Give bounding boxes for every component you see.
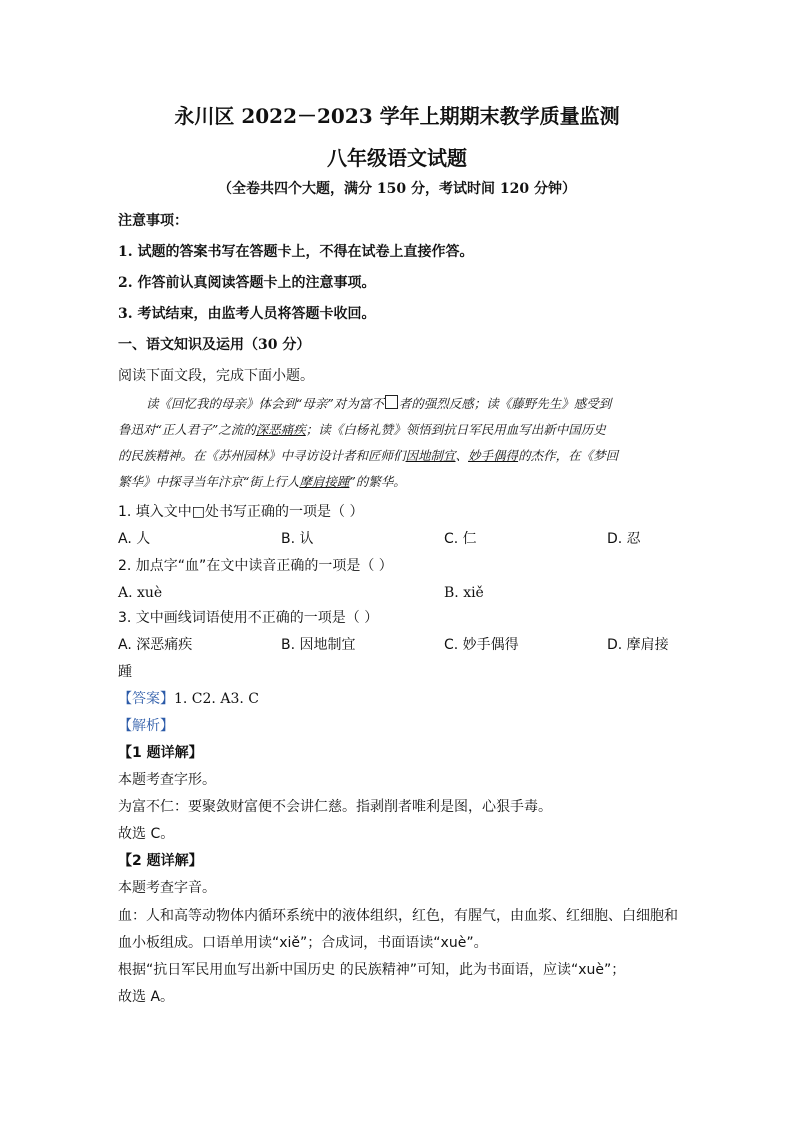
option-d-wrap: 踵 [118,664,132,680]
underlined-term: 摩肩接踵 [299,474,350,489]
analysis-label: 【解析】 [118,718,174,734]
detail-line: 本题考查字音。 [118,880,216,896]
detail-line: 本题考查字形。 [118,772,216,788]
detail-line: 故选 C。 [118,826,175,842]
detail-line: 血：人和高等动物体内循环系统中的液体组织，红色，有腥气，由血浆、红细胞、白细胞和 [118,908,678,924]
exam-note: （全卷共四个大题，满分 150 分，考试时间 120 分钟） [218,181,576,197]
option-c: C. 仁 [444,531,477,547]
blank-box [385,395,398,409]
option-a: A. xuè [118,585,163,601]
passage-text: 者的强烈反感；读《藤野先生》感受到 [398,396,612,411]
passage-line [118,472,678,492]
option-b: B. 认 [281,531,314,547]
detail-heading: 【1 题详解】 [118,745,203,761]
passage-text: 读《回忆我的母亲》体会到“母亲”对为富不 [146,396,384,411]
notice-item: 3. 考试结束，由监考人员将答题卡收回。 [118,306,376,322]
question-stem: 3. 文中画线词语使用不正确的一项是（ ） [118,610,379,626]
option-b: B. 因地制宜 [281,637,356,653]
detail-line: 血小板组成。口语单用读“xiě”；合成词，书面语读“xuè”。 [118,935,488,951]
answer-line [118,689,259,710]
passage-line [118,446,678,466]
detail-heading: 【2 题详解】 [118,853,203,869]
passage-text: ”的繁华。 [349,474,406,489]
detail-line: 为富不仁：要聚敛财富便不会讲仁慈。指剥削者唯利是图，心狠手毒。 [118,799,552,815]
option-c: C. 妙手偶得 [444,637,519,653]
notice-heading: 注意事项： [118,213,188,229]
section-heading: 一、语文知识及运用（30 分） [118,337,311,353]
detail-line: 故选 A。 [118,989,175,1005]
underlined-term: 因地制宜 [405,448,456,463]
detail-line: 根据“抗日军民用血写出新中国历史 的民族精神”可知，此为书面语，应读“xuè”； [118,962,626,978]
answer-text: 1. C2. A3. C [174,691,259,707]
question-stem: 2. 加点字“血”在文中读音正确的一项是（ ） [118,558,393,574]
passage-text: 的民族精神。在《苏州园林》中寻访设计者和匠师们 [118,448,406,463]
option-b: B. xiě [444,585,484,601]
question-stem: 1. 填入文中□处书写正确的一项是（ ） [118,504,364,520]
passage-line [118,420,678,440]
notice-item: 1. 试题的答案书写在答题卡上，不得在试卷上直接作答。 [118,244,474,260]
exam-subtitle: 八年级语文试题 [327,146,467,170]
option-a: A. 深恶痛疾 [118,637,193,653]
passage-text: 的杰作，在《梦回 [518,448,619,463]
underlined-term: 深恶痛疾 [255,422,306,437]
passage-text: 繁华》中探寻当年汴京“街上行人 [118,474,300,489]
option-d: D. 忍 [607,531,641,547]
underlined-term: 妙手偶得 [468,448,519,463]
passage-text: 、 [455,448,469,463]
notice-item: 2. 作答前认真阅读答题卡上的注意事项。 [118,275,376,291]
option-a: A. 人 [118,531,151,547]
passage-line [118,394,706,414]
section-instruction: 阅读下面文段，完成下面小题。 [118,368,314,384]
passage-text: 鲁迅对“正人君子”之流的 [118,422,256,437]
answer-label: 【答案】 [118,691,174,707]
option-d: D. 摩肩接 [607,637,669,653]
exam-title: 永川区 2022－2023 学年上期期末教学质量监测 [174,104,620,128]
passage-text: ；读《白杨礼赞》领悟到抗日军民用血写出新中国历史 [305,422,606,437]
